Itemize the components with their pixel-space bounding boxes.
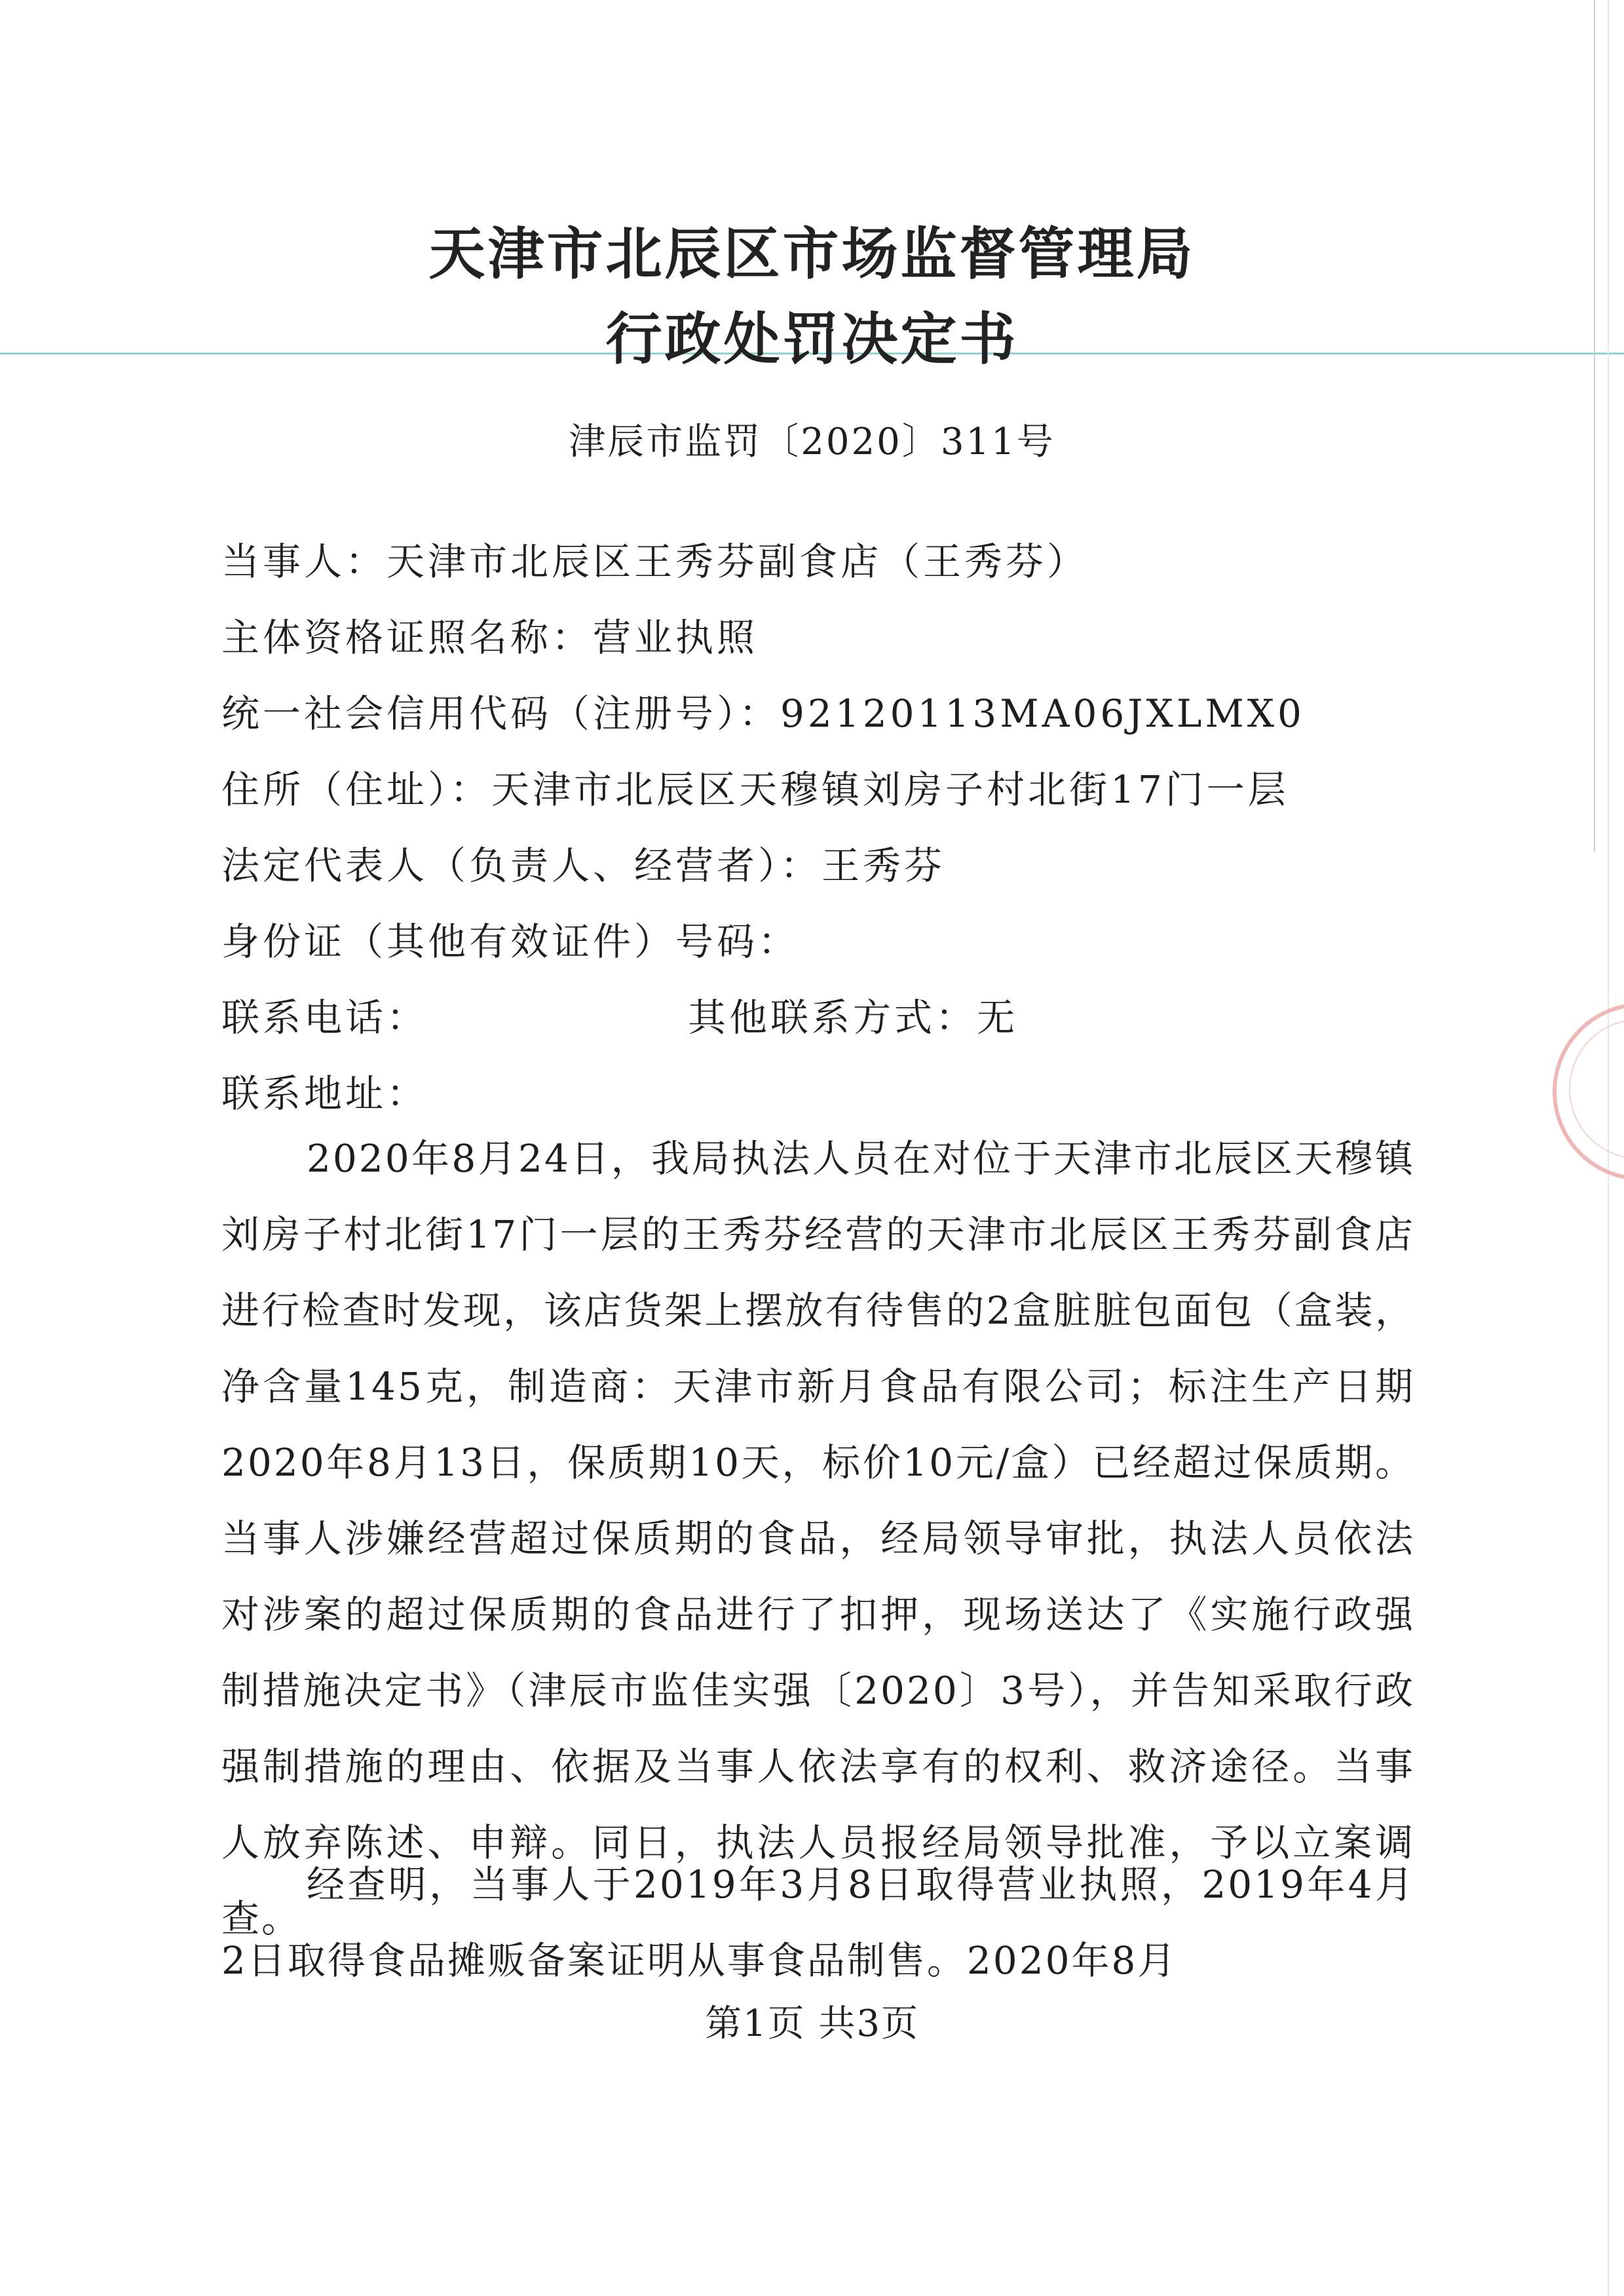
phone-field: 联系电话：: [221, 995, 428, 1040]
document-title-agency: 天津市北辰区市场监督管理局: [428, 221, 1196, 287]
credit-code-field: 统一社会信用代码（注册号）：92120113MA06JXLMX0: [221, 691, 1305, 736]
document-number: 津辰市监罚〔2020〕311号: [569, 421, 1055, 463]
legal-rep-field: 法定代表人（负责人、经营者）：王秀芬: [221, 843, 946, 888]
page-indicator: 第1页 共3页: [704, 2002, 920, 2045]
document-title-type: 行政处罚决定书: [605, 306, 1019, 372]
body-paragraph-1: 2020年8月24日，我局执法人员在对位于天津市北辰区天穆镇刘房子村北街17门一层的王秀芬经营的天津市北辰区王秀芬副食店进行检查时发现，该店货架上摆放有待售的2盒脏脏包面包（盒装，净含量145克，制造商：天津市新月食品有限公司；标注生产日期2020年8月13日，保质期10天，标价10元/盒）已经超过保质期。当事人涉嫌经营超过保质期的食品，经局领导审批，执法人员依法对涉案的超过保质期的食品进行了扣押，现场送达了《实施行政强制措施决定书》（津辰市监佳实强〔2020〕3号），并告知采取行政强制措施的理由、依据及当事人依法享有的权利、救济途径。当事人放弃陈述、申辩。同日，执法人员报经局领导批准，予以立案调查。: [221, 1136, 1415, 1941]
id-number-field: 身份证（其他有效证件）号码：: [221, 919, 800, 964]
license-name-field: 主体资格证照名称：营业执照: [221, 615, 759, 660]
other-contact-field: 其他联系方式：无: [688, 995, 1019, 1040]
contact-address-field: 联系地址：: [221, 1071, 428, 1116]
body-paragraph-2: 经查明，当事人于2019年3月8日取得营业执照，2019年4月2日取得食品摊贩备案证明从事食品制售。2020年8月: [221, 1862, 1415, 1983]
address-field: 住所（住址）：天津市北辰区天穆镇刘房子村北街17门一层: [221, 767, 1289, 812]
party-field: 当事人：天津市北辰区王秀芬副食店（王秀芬）: [221, 539, 1089, 584]
